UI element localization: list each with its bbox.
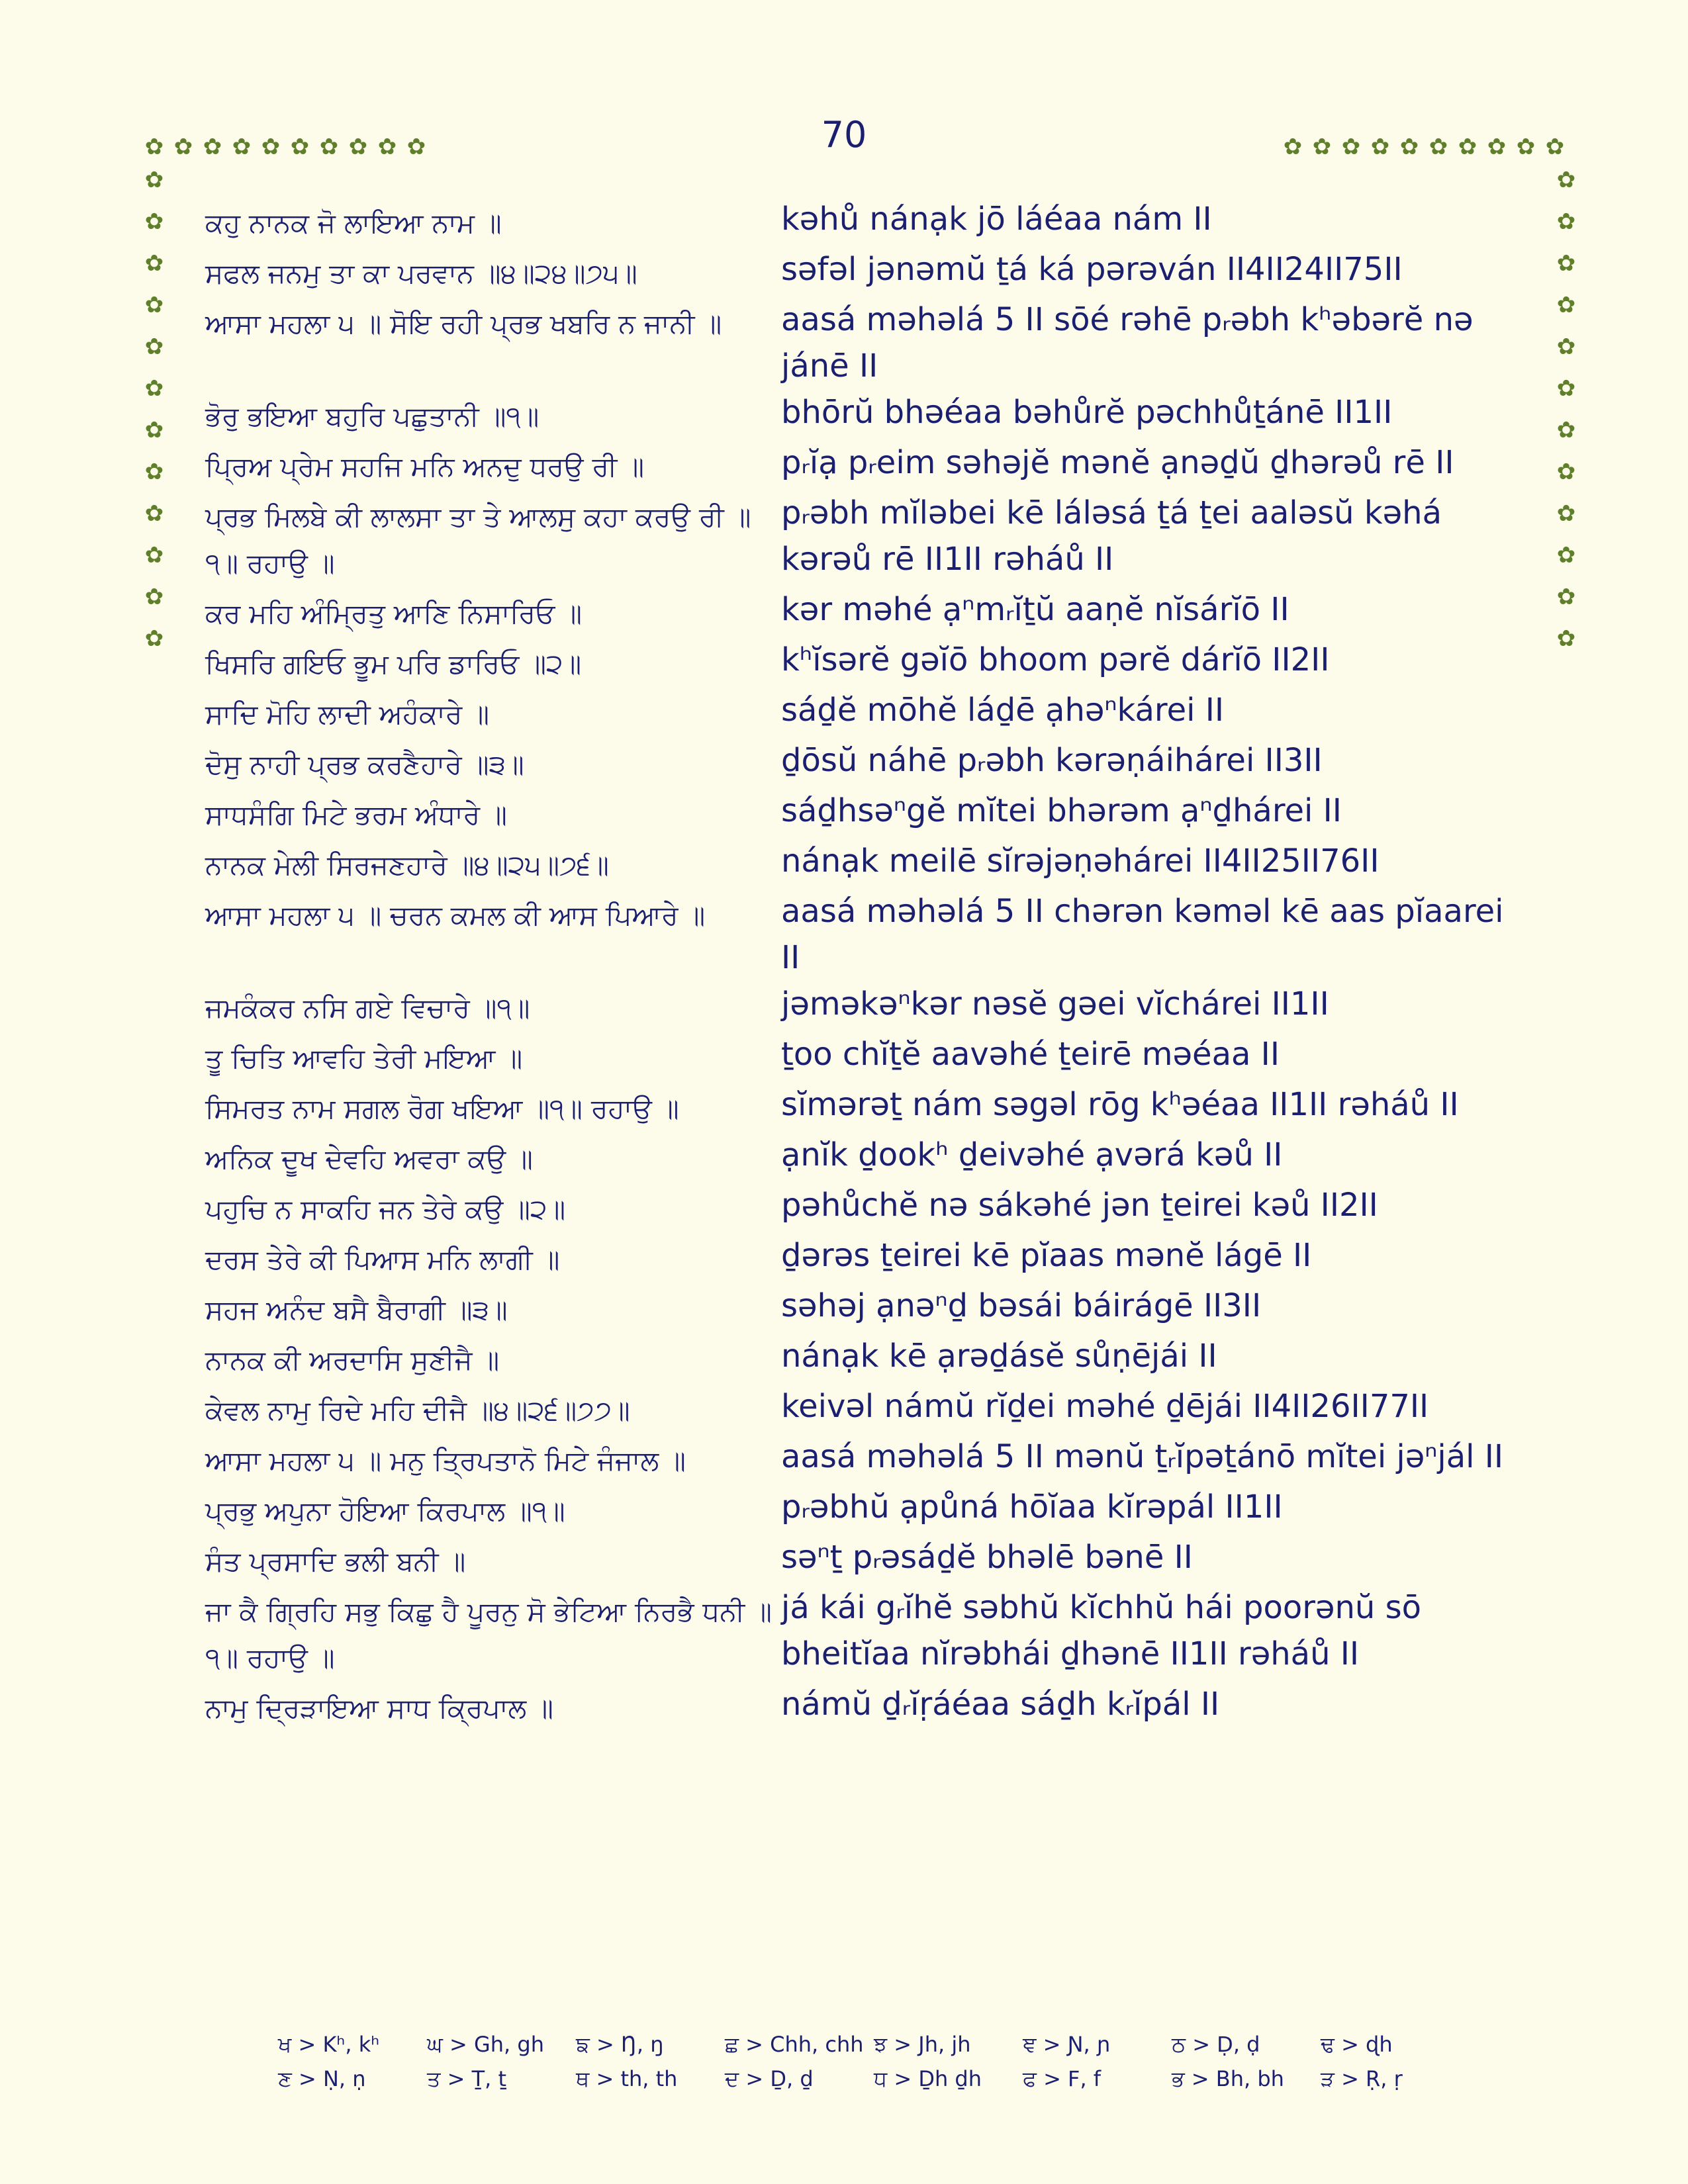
gurmukhi-line: ਸੰਤ ਪ੍ਰਸਾਦਿ ਭਲੀ ਬਨੀ ॥ (205, 1545, 466, 1577)
verse-row (205, 687, 1523, 737)
gurmukhi-line: ਪ੍ਰਭੁ ਅਪੁਨਾ ਹੋਇਆ ਕਿਰਪਾਲ ॥੧॥ (205, 1495, 565, 1527)
gurmukhi-line: ਦੋਸੁ ਨਾਹੀ ਪ੍ਰਭ ਕਰਣੈਹਾਰੇ ॥੩॥ (205, 749, 524, 780)
rosette-ornament-icon: ✿ (1556, 334, 1576, 360)
rosette-ornament-icon: ✿ (348, 134, 368, 160)
verse-row (205, 439, 1523, 490)
rosette-ornament-icon: ✿ (144, 208, 164, 235)
gurmukhi-line: ਪਹੁਚਿ ਨ ਸਾਕਹਿ ਜਨ ਤੇਰੇ ਕਉ ॥੨॥ (205, 1193, 566, 1225)
transliteration-line: nánạk kē ạrəḏásĕ sůṇējái II (781, 1338, 1217, 1375)
verse-row (205, 637, 1523, 687)
legend-item: ਘ > Gh, gh (427, 2032, 544, 2057)
rosette-ornament-icon: ✿ (144, 542, 164, 569)
rosette-ornament-icon: ✿ (1487, 134, 1507, 160)
legend-item: ਠ > Ḍ, ḍ (1172, 2032, 1260, 2057)
rosette-ornament-icon: ✿ (144, 459, 164, 485)
verse-list (205, 196, 1523, 1731)
gurmukhi-line: ਨਾਨਕ ਕੀ ਅਰਦਾਸਿ ਸੁਣੀਜੈ ॥ (205, 1344, 500, 1376)
rosette-ornament-icon: ✿ (1556, 625, 1576, 652)
gurmukhi-line: ਕਹੁ ਨਾਨਕ ਜੋ ਲਾਇਆ ਨਾਮ ॥ (205, 207, 502, 239)
gurmukhi-line: ਨਾਮੁ ਦ੍ਰਿੜਾਇਆ ਸਾਧ ਕ੍ਰਿਪਾਲ ॥ (205, 1692, 553, 1724)
rosette-ornament-icon: ✿ (1283, 134, 1303, 160)
rosette-ornament-icon: ✿ (144, 292, 164, 318)
transliteration-line: aasá məhəlá 5 II mənŭ ṯᵣĭpəṯánō mĭtei jəⁿjál II (781, 1438, 1504, 1475)
gurmukhi-line: ਭੋਰੁ ਭਇਆ ਬਹੁਰਿ ਪਛੁਤਾਨੀ ॥੧॥ (205, 400, 539, 432)
verse-row (205, 1081, 1523, 1132)
gurmukhi-line: ਕਰ ਮਹਿ ਅੰਮ੍ਰਿਤੁ ਆਣਿ ਨਿਸਾਰਿਓ ॥ (205, 598, 582, 629)
gurmukhi-line: ਪ੍ਰਭ ਮਿਲਬੇ ਕੀ ਲਾਲਸਾ ਤਾ ਤੇ ਆਲਸੁ ਕਹਾ ਕਰਉ ਰੀ ॥੧॥ ਰਹਾਉ ॥ (205, 501, 751, 579)
verse-row (205, 1484, 1523, 1534)
gurmukhi-line: ਖਿਸਰਿ ਗਇਓ ਭੂਮ ਪਰਿ ਡਾਰਿਓ ॥੨॥ (205, 648, 582, 680)
verse-row (205, 246, 1523, 296)
legend-item: ਤ > Ṯ, ṯ (427, 2066, 507, 2091)
transliteration-line: ṯoo chĭṯĕ aavəhé ṯeirē məéaa II (781, 1036, 1280, 1073)
rosette-ornament-icon: ✿ (1556, 375, 1576, 402)
rosette-ornament-icon: ✿ (1458, 134, 1477, 160)
verse-row (205, 737, 1523, 788)
verse-row (205, 1132, 1523, 1182)
rosette-ornament-icon: ✿ (144, 134, 164, 160)
transliteration-legend (278, 2032, 1470, 2101)
transliteration-line: aasá məhəlá 5 II chərən kəməl kē aas pĭaarei II (781, 893, 1504, 976)
transliteration-line: səⁿṯ pᵣəsáḏĕ bhəlē bənē II (781, 1539, 1193, 1576)
verse-row (205, 1333, 1523, 1383)
rosette-ornament-icon: ✿ (144, 584, 164, 610)
legend-item: ਖ > Kʰ, kʰ (278, 2032, 380, 2057)
verse-row (205, 296, 1523, 389)
legend-item: ਝ > Jh, jh (874, 2032, 971, 2057)
transliteration-line: pᵣĭạ pᵣeim səhəjĕ mənĕ ạnəḏŭ ḏhərəů rē II (781, 444, 1454, 481)
rosette-ornament-icon: ✿ (1556, 542, 1576, 569)
rosette-ornament-icon: ✿ (1399, 134, 1419, 160)
legend-item: ਧ > Ḏh ḏh (874, 2066, 982, 2091)
rosette-ornament-icon: ✿ (144, 167, 164, 193)
verse-row (205, 490, 1523, 586)
gurmukhi-line: ਸਾਦਿ ਮੋਹਿ ਲਾਦੀ ਅਹੰਕਾਰੇ ॥ (205, 698, 489, 730)
legend-item: ਛ > Chh, chh (725, 2032, 864, 2057)
verse-row (205, 788, 1523, 838)
rosette-ornament-icon: ✿ (1516, 134, 1536, 160)
transliteration-line: námŭ ḏᵣĭṛáéaa sáḏh kᵣĭpál II (781, 1686, 1220, 1723)
gurmukhi-line: ਸਹਜ ਅਨੰਦ ਬਸੈ ਬੈਰਾਗੀ ॥੩॥ (205, 1294, 508, 1326)
legend-item: ਥ > th, th (576, 2066, 678, 2091)
rosette-ornament-icon: ✿ (1312, 134, 1332, 160)
gurmukhi-line: ਤੂ ਚਿਤਿ ਆਵਹਿ ਤੇਰੀ ਮਇਆ ॥ (205, 1042, 523, 1074)
rosette-ornament-icon: ✿ (203, 134, 222, 160)
verse-row (205, 1283, 1523, 1333)
rosette-ornament-icon: ✿ (144, 417, 164, 443)
verse-row (205, 1584, 1523, 1681)
transliteration-line: kəhů nánạk jō láéaa nám II (781, 201, 1212, 238)
rosette-ornament-icon: ✿ (1370, 134, 1390, 160)
transliteration-line: ḏōsŭ náhē pᵣəbh kərəṇáihárei II3II (781, 742, 1323, 779)
verse-row (205, 586, 1523, 637)
transliteration-line: kər məhé ạⁿmᵣĭṯŭ aaṇĕ nĭsárĭō II (781, 591, 1289, 628)
verse-row (205, 1433, 1523, 1484)
gurmukhi-line: ਸਫਲ ਜਨਮੁ ਤਾ ਕਾ ਪਰਵਾਨ ॥੪॥੨੪॥੭੫॥ (205, 257, 637, 289)
rosette-ornament-icon: ✿ (377, 134, 397, 160)
rosette-ornament-icon: ✿ (406, 134, 426, 160)
transliteration-line: keivəl námŭ rĭḏei məhé ḏējái II4II26II77II (781, 1388, 1429, 1425)
transliteration-line: pᵣəbhŭ ạpůná hōĭaa kĭrəpál II1II (781, 1488, 1283, 1525)
verse-row (205, 196, 1523, 246)
transliteration-line: sáḏĕ mōhĕ láḏē ạhəⁿkárei II (781, 692, 1224, 729)
rosette-ornament-icon: ✿ (261, 134, 281, 160)
transliteration-line: sáḏhsəⁿgĕ mĭtei bhərəm ạⁿḏhárei II (781, 792, 1342, 829)
verse-row (205, 1182, 1523, 1232)
gurmukhi-line: ਅਨਿਕ ਦੂਖ ਦੇਵਹਿ ਅਵਰਾ ਕਉ ॥ (205, 1143, 533, 1175)
rosette-ornament-icon: ✿ (319, 134, 339, 160)
verse-row (205, 389, 1523, 439)
rosette-ornament-icon: ✿ (1556, 292, 1576, 318)
rosette-ornament-icon: ✿ (144, 334, 164, 360)
transliteration-line: ạnĭk ḏookʰ ḏeivəhé ạvərá kəů II (781, 1136, 1283, 1173)
gurmukhi-line: ਦਰਸ ਤੇਰੇ ਕੀ ਪਿਆਸ ਮਨਿ ਲਾਗੀ ॥ (205, 1244, 560, 1275)
rosette-ornament-icon: ✿ (1556, 459, 1576, 485)
gurmukhi-line: ਆਸਾ ਮਹਲਾ ੫ ॥ ਸੋਇ ਰਹੀ ਪ੍ਰਭ ਖਬਰਿ ਨ ਜਾਨੀ ॥ (205, 308, 722, 340)
rosette-ornament-icon: ✿ (1341, 134, 1361, 160)
rosette-ornament-icon: ✿ (1545, 134, 1565, 160)
transliteration-line: pəhůchĕ nə sákəhé jən ṯeirei kəů II2II (781, 1187, 1378, 1224)
gurmukhi-line: ਆਸਾ ਮਹਲਾ ੫ ॥ ਚਰਨ ਕਮਲ ਕੀ ਆਸ ਪਿਆਰੇ ॥ (205, 899, 706, 931)
transliteration-line: səhəj ạnəⁿḏ bəsái báirágē II3II (781, 1287, 1262, 1324)
transliteration-line: sĭmərəṯ nám səgəl rōg kʰəéaa II1II rəháů II (781, 1086, 1459, 1123)
verse-row (205, 838, 1523, 888)
rosette-ornament-icon: ✿ (1556, 500, 1576, 527)
verse-row (205, 1031, 1523, 1081)
legend-item: ੜ > Ṛ, ṛ (1321, 2066, 1403, 2091)
gurmukhi-line: ਸਿਮਰਤ ਨਾਮ ਸਗਲ ਰੋਗ ਖਇਆ ॥੧॥ ਰਹਾਉ ॥ (205, 1093, 679, 1124)
rosette-ornament-icon: ✿ (144, 500, 164, 527)
page-number: 70 (821, 114, 867, 156)
rosette-ornament-icon: ✿ (144, 625, 164, 652)
rosette-ornament-icon: ✿ (1556, 167, 1576, 193)
legend-item: ਣ > Ṇ, ṇ (278, 2066, 366, 2091)
legend-row (278, 2032, 1470, 2066)
gurmukhi-line: ਜਮਕੰਕਰ ਨਸਿ ਗਏ ਵਿਚਾਰੇ ॥੧॥ (205, 992, 530, 1024)
verse-row (205, 1534, 1523, 1584)
rosette-ornament-icon: ✿ (144, 250, 164, 277)
legend-item: ਫ > F, f (1023, 2066, 1102, 2091)
legend-item: ਢ > ɖh (1321, 2032, 1393, 2057)
gurmukhi-line: ਜਾ ਕੈ ਗ੍ਰਿਹਿ ਸਭੁ ਕਿਛੁ ਹੈ ਪੂਰਨੁ ਸੋ ਭੇਟਿਆ ਨਿਰਭੈ ਧਨੀ ॥੧॥ ਰਹਾਉ ॥ (205, 1596, 772, 1674)
rosette-ornament-icon: ✿ (1556, 417, 1576, 443)
rosette-ornament-icon: ✿ (290, 134, 310, 160)
legend-item: ਦ > Ḏ, ḏ (725, 2066, 814, 2091)
rosette-ornament-icon: ✿ (232, 134, 252, 160)
transliteration-line: səfəl jənəmŭ ṯá ká pərəván II4II24II75II (781, 251, 1403, 288)
rosette-ornament-icon: ✿ (1556, 208, 1576, 235)
gurmukhi-line: ਆਸਾ ਮਹਲਾ ੫ ॥ ਮਨੁ ਤ੍ਰਿਪਤਾਨੋ ਮਿਟੇ ਜੰਜਾਲ ॥ (205, 1445, 686, 1477)
rosette-ornament-icon: ✿ (1556, 250, 1576, 277)
transliteration-line: nánạk meilē sĭrəjəṇəhárei II4II25II76II (781, 842, 1380, 880)
transliteration-line: bhōrŭ bhəéaa bəhůrĕ pəchhůṯánē II1II (781, 394, 1393, 431)
rosette-ornament-icon: ✿ (173, 134, 193, 160)
legend-item: ਞ > Ɲ, ɲ (1023, 2032, 1111, 2057)
verse-row (205, 1681, 1523, 1731)
transliteration-line: aasá məhəlá 5 II sōé rəhē pᵣəbh kʰəbərĕ nə jánē II (781, 301, 1474, 385)
legend-row (278, 2066, 1470, 2101)
gurmukhi-line: ਕੇਵਲ ਨਾਮੁ ਰਿਦੇ ਮਹਿ ਦੀਜੈ ॥੪॥੨੬॥੭੭॥ (205, 1394, 630, 1426)
transliteration-line: jəməkəⁿkər nəsĕ gəei vĭchárei II1II (781, 985, 1329, 1023)
legend-item: ਭ > Bh, bh (1172, 2066, 1284, 2091)
gurmukhi-line: ਪ੍ਰਿਅ ਪ੍ਰੇਮ ਸਹਜਿ ਮਨਿ ਅਨਦੁ ਧਰਉ ਰੀ ॥ (205, 451, 644, 482)
transliteration-line: pᵣəbh mĭləbei kē láləsá ṯá ṯei aaləsŭ kəhá kərəů rē II1II rəháů II (781, 494, 1442, 578)
gurmukhi-line: ਨਾਨਕ ਮੇਲੀ ਸਿਰਜਣਹਾਰੇ ॥੪॥੨੫॥੭੬॥ (205, 849, 609, 881)
transliteration-line: kʰĭsərĕ gəĭō bhoom pərĕ dárĭō II2II (781, 641, 1330, 678)
verse-row (205, 888, 1523, 981)
verse-row (205, 981, 1523, 1031)
legend-item: ਙ > Ŋ, ŋ (576, 2032, 664, 2057)
transliteration-line: ḏərəs ṯeirei kē pĭaas mənĕ lágē II (781, 1237, 1312, 1274)
rosette-ornament-icon: ✿ (1556, 584, 1576, 610)
verse-row (205, 1232, 1523, 1283)
gurmukhi-line: ਸਾਧਸੰਗਿ ਮਿਟੇ ਭਰਮ ਅੰਧਾਰੇ ॥ (205, 799, 507, 831)
transliteration-line: já kái gᵣĭhĕ səbhŭ kĭchhŭ hái poorənŭ sō bheitĭaa nĭrəbhái ḏhənē II1II rəháů II (781, 1589, 1421, 1672)
rosette-ornament-icon: ✿ (1429, 134, 1448, 160)
rosette-ornament-icon: ✿ (144, 375, 164, 402)
verse-row (205, 1383, 1523, 1433)
